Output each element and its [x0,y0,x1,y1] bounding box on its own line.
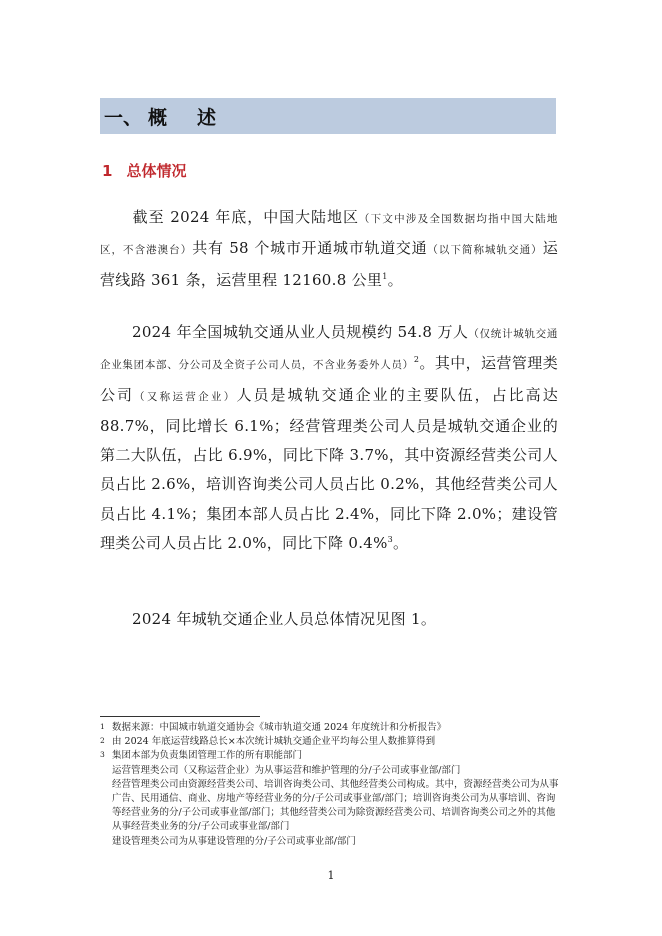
para1-note-a: （下文中涉及全国数据均指中国大陆地区，不含港澳台） [100,213,558,257]
section-title: 总体情况 [126,162,187,180]
footnote-2 [100,735,560,749]
chapter-heading-bar [100,98,556,134]
footnote-3-line: 经营管理类公司由资源经营类公司、培训咨询类公司、其他经营类公司构成。其中，资源经营类公司为从事广告、民用通信、商业、房地产等经营业务的分/子公司或事业部/部门；培训咨询类公司为从事培训、咨询等经营业务的分/子公司或事业部/部门；其他经营类公司为除资源经营类公司、培训咨询类公司之外的其他从事经营类业务的分/子公司或事业部/部门 [112,778,559,833]
section-number: 1 [102,162,113,180]
para1-note-b: （以下简称城轨交通） [427,244,543,257]
para2-text-c: 人员是城轨交通企业的主要队伍，占比高达 88.7%，同比增长 6.1%；经营管理类公司人员是城轨交通企业的第二大队伍，占比 6.9%，同比下降 3.7%，其中资源经营类公司人员占比 2.6%，培训咨询类公司人员占比 0.2%，其他经营类公司人员占比 4.1%；集团本部人员占比 2.4%，同比下降 2.0%；建设管理类公司人员占比 2.0%，同比下降 0.4% [100,385,558,553]
chapter-number: 一、 [104,106,143,129]
footnote-text: 集团本部为负责集团管理工作的所有职能部门 [112,750,303,762]
para1-end: 。 [387,270,403,289]
footnote-1 [100,721,560,735]
footnote-mark: 1 [100,722,105,731]
paragraph-staff [100,318,558,558]
paragraph-overview [100,203,558,295]
footnote-text: 由 2024 年底运营线路总长×本次统计城轨交通企业平均每公里人数推算得到 [112,736,436,748]
para2-text-b: 。其中，运营管理类公司 [100,354,558,404]
para2-end: 。 [393,534,409,553]
section-heading [102,160,186,181]
para1-text-b: 共有 58 个城市开通城市轨道交通 [192,239,428,258]
footnote-text: 数据来源：中国城市轨道交通协会《城市轨道交通 2024 年度统计和分析报告》 [112,722,447,733]
footnote-3 [100,749,560,763]
footnote-mark: 2 [100,736,105,746]
para2-text-a: 2024 年全国城轨交通从业人员规模约 54.8 万人 [132,323,469,341]
chapter-title: 概述 [148,106,247,129]
page-number: 1 [327,869,335,882]
footnote-ref-2[interactable]: 2 [413,355,420,365]
footnote-ref-3[interactable]: 3 [387,535,394,545]
footnote-divider [100,716,260,717]
para1-text-a: 截至 2024 年底，中国大陆地区 [132,208,359,226]
footnote-ref-1[interactable]: 1 [382,271,388,281]
para2-note-a: （仅统计城轨交通企业集团本部、分公司及全资子公司人员，不含业务委外人员） [100,328,558,372]
footnote-3-line: 运营管理类公司（又称运营企业）为从事运营和维护管理的分/子公司或事业部/部门 [112,764,461,776]
para1-text-c: 运营线路 361 条，运营里程 12160.8 公里 [100,239,558,289]
paragraph-figure-ref [100,605,558,634]
para3-text: 2024 年城轨交通企业人员总体情况见图 1。 [132,610,437,628]
footnotes [100,721,560,849]
para2-note-b: （又称运营企业） [134,390,237,403]
footnote-3-line: 建设管理类公司为从事建设管理的分/子公司或事业部/部门 [112,835,356,847]
footnote-mark: 3 [100,750,105,760]
